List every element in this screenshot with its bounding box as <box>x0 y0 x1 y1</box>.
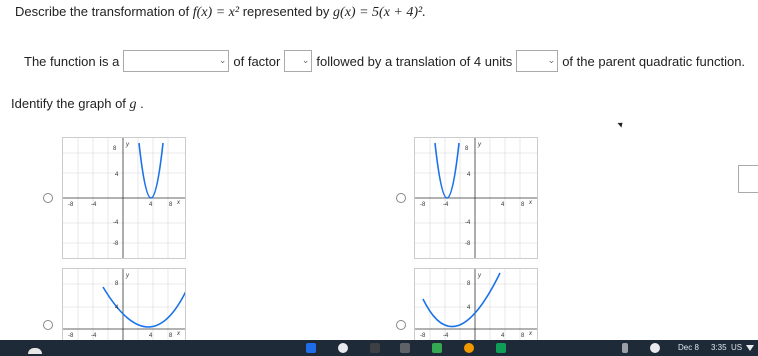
play-store-icon[interactable] <box>432 343 442 353</box>
fill-in-sentence <box>24 50 745 72</box>
tick-label: 8 <box>113 146 117 152</box>
tick-label: 4 <box>149 333 153 339</box>
tick-label: -4 <box>465 220 471 226</box>
option-c-radio[interactable] <box>43 320 53 330</box>
graph-option-c[interactable] <box>62 268 186 342</box>
x-axis-label: x <box>529 200 532 206</box>
chevron-down-icon: ⌄ <box>301 55 310 65</box>
tick-label: 4 <box>115 305 119 311</box>
tick-label: -8 <box>68 202 74 208</box>
tick-label: -4 <box>443 333 449 339</box>
tick-label: -4 <box>91 333 97 339</box>
tick-label: -8 <box>68 333 74 339</box>
wifi-icon[interactable] <box>746 345 754 351</box>
parabola-curve <box>423 273 500 327</box>
factor-dropdown[interactable] <box>284 50 312 72</box>
tick-label: 4 <box>501 202 505 208</box>
parabola-curve <box>435 143 459 198</box>
tick-label: 8 <box>521 333 525 339</box>
sentence-part-3: followed by a translation of 4 units <box>316 53 513 69</box>
tick-label: 8 <box>169 202 173 208</box>
chevron-down-icon: ⌄ <box>218 55 227 65</box>
y-axis-label: y <box>478 273 481 279</box>
tick-label: 8 <box>467 281 471 287</box>
identify-variable: g <box>129 97 137 112</box>
tick-label: 8 <box>465 146 469 152</box>
y-axis-label: y <box>126 273 129 279</box>
g-expression: g(x) = 5(x + 4)². <box>333 5 426 20</box>
graph-option-a[interactable] <box>62 137 186 259</box>
tick-label: 4 <box>467 172 471 178</box>
sentence-part-1: The function is a <box>24 53 120 69</box>
taskbar-time[interactable]: 3:35 <box>711 343 727 352</box>
question-prefix: Describe the transformation of <box>15 4 190 19</box>
x-axis-label: x <box>177 331 180 337</box>
option-b-radio[interactable] <box>396 193 406 203</box>
tick-label: -4 <box>113 220 119 226</box>
tick-label: 8 <box>169 333 173 339</box>
grid-app-icon[interactable] <box>400 343 410 353</box>
sentence-part-4: of the parent quadratic function. <box>562 53 746 69</box>
tick-label: -8 <box>465 241 471 247</box>
graph-option-d[interactable] <box>414 268 538 342</box>
transformation-type-dropdown[interactable] <box>123 50 229 72</box>
x-axis-label: x <box>529 331 532 337</box>
identify-period: . <box>140 96 144 111</box>
tick-label: 8 <box>521 202 525 208</box>
mouse-cursor-icon <box>618 120 625 127</box>
chevron-down-icon: ⌄ <box>547 55 556 65</box>
question-middle: represented by <box>242 4 330 19</box>
taskbar-region[interactable]: US <box>731 343 743 352</box>
y-axis-label: y <box>478 142 481 148</box>
direction-dropdown[interactable] <box>516 50 558 72</box>
chrome-icon[interactable] <box>338 343 348 353</box>
sentence-part-2: of factor <box>233 53 281 69</box>
tick-label: -4 <box>91 202 97 208</box>
download-icon[interactable] <box>622 343 628 353</box>
question-text <box>15 4 426 21</box>
launcher-icon[interactable] <box>28 348 42 354</box>
tick-label: 8 <box>115 281 119 287</box>
status-circle-icon[interactable] <box>650 343 660 353</box>
graph-option-b[interactable] <box>414 137 538 259</box>
tick-label: -8 <box>420 202 426 208</box>
files-app-icon[interactable] <box>306 343 316 353</box>
option-d-radio[interactable] <box>396 320 406 330</box>
option-a-radio[interactable] <box>43 193 53 203</box>
photos-icon[interactable] <box>464 343 474 353</box>
tick-label: -8 <box>420 333 426 339</box>
taskbar-date[interactable]: Dec 8 <box>678 343 699 352</box>
tick-label: 4 <box>149 202 153 208</box>
tick-label: 4 <box>501 333 505 339</box>
tick-label: -4 <box>443 202 449 208</box>
identify-text: Identify the graph of <box>11 96 126 111</box>
side-panel-tab[interactable] <box>738 165 758 193</box>
taskbar <box>0 340 758 356</box>
identify-prompt <box>11 96 144 113</box>
terminal-icon[interactable] <box>370 343 380 353</box>
tick-label: -8 <box>113 241 119 247</box>
classroom-icon[interactable] <box>496 343 506 353</box>
tick-label: 4 <box>115 172 119 178</box>
f-expression: f(x) = x² <box>192 5 240 20</box>
parabola-curve <box>139 143 163 198</box>
y-axis-label: y <box>126 142 129 148</box>
x-axis-label: x <box>177 200 180 206</box>
tick-label: 4 <box>467 305 471 311</box>
